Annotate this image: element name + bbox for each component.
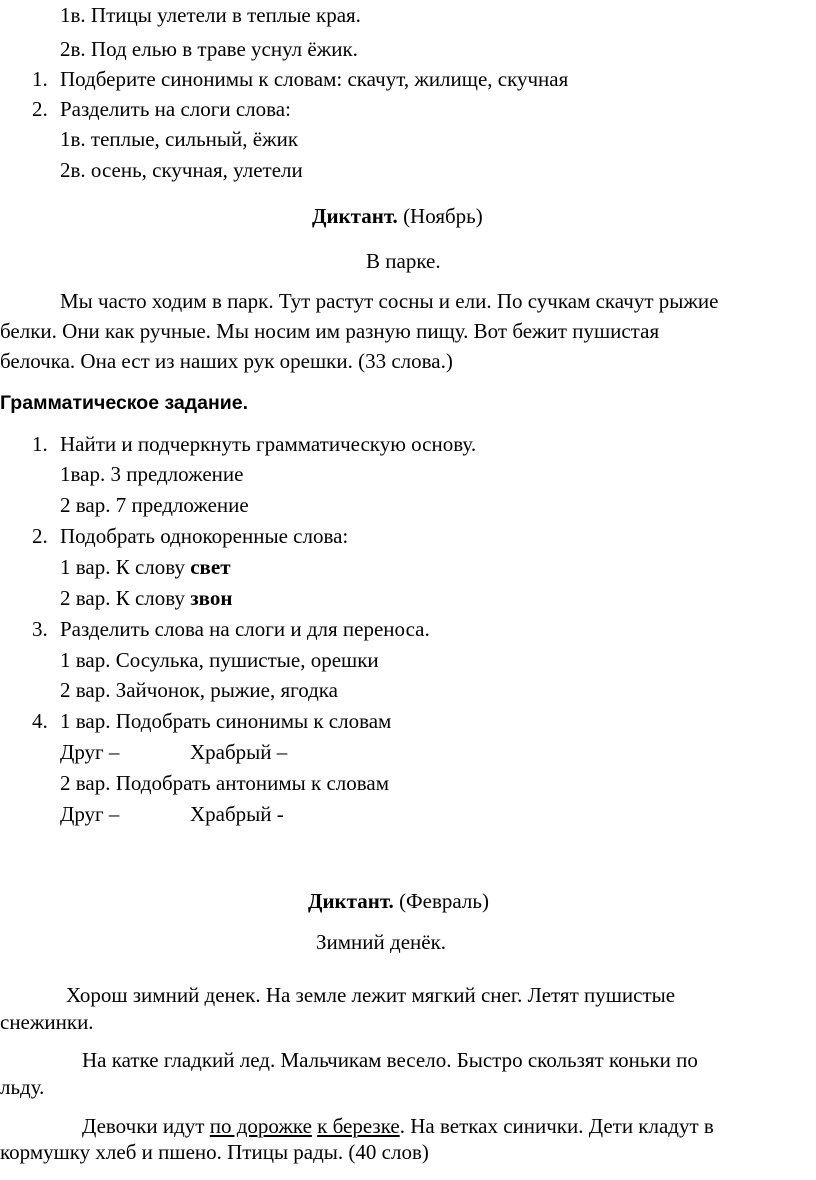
dictation-title-label: Диктант. — [308, 889, 394, 913]
dictation-month: (Февраль) — [399, 889, 489, 913]
item-number: 4. — [32, 709, 48, 733]
item-number: 2. — [32, 524, 48, 548]
root-word: свет — [190, 555, 231, 579]
item-variant: 2 вар. Зайчонок, рыжие, ягодка — [60, 678, 339, 702]
variant-1-sentence: 1в. Птицы улетели в теплые края. — [60, 3, 361, 27]
task-number: 1. — [32, 67, 48, 91]
dictation-subtitle: Зимний денёк. — [316, 930, 447, 954]
word-prompt: Храбрый - — [190, 802, 284, 826]
item-variant: 1вар. 3 предложение — [60, 462, 244, 486]
dictation-title — [312, 203, 483, 229]
item-text: Разделить слова на слоги и для переноса. — [60, 617, 430, 641]
underlined-phrase: к березке — [317, 1114, 400, 1138]
text-line: снежинки. — [0, 1010, 94, 1034]
item-variant: 2 вар. 7 предложение — [60, 493, 249, 517]
item-variant: 1 вар. Сосулька, пушистые, орешки — [60, 648, 379, 672]
item-number: 1. — [32, 432, 48, 456]
dictation-month: (Ноябрь) — [403, 204, 483, 228]
variant-2-sentence: 2в. Под елью в траве уснул ёжик. — [60, 37, 358, 61]
item-variant — [60, 585, 232, 611]
underlined-phrase: по дорожке — [209, 1114, 312, 1138]
text-line: Мы часто ходим в парк. Тут растут сосны и ели. По сучкам скачут рыжие — [60, 289, 719, 313]
item-number: 3. — [32, 617, 48, 641]
item-text: Найти и подчеркнуть грамматическую основу. — [60, 432, 477, 456]
variant-prefix: 1 вар. К слову — [60, 555, 191, 579]
root-word: звон — [190, 586, 233, 610]
text-line: льду. — [0, 1075, 45, 1099]
text-segment: Девочки идут — [82, 1114, 210, 1138]
word-prompt: Друг – — [60, 740, 120, 764]
word-prompt: Храбрый – — [190, 740, 288, 764]
dictation-subtitle: В парке. — [366, 249, 441, 273]
text-line: белочка. Она ест из наших рук орешки. (33 слова.) — [0, 349, 453, 373]
variant-2-words: 2в. осень, скучная, улетели — [60, 158, 303, 182]
grammar-heading: Грамматическое задание. — [0, 392, 249, 414]
item-variant — [60, 554, 231, 580]
item-text: 1 вар. Подобрать синонимы к словам — [60, 709, 392, 733]
dictation-title-label: Диктант. — [312, 204, 398, 228]
item-variant: 2 вар. Подобрать антонимы к словам — [60, 771, 390, 795]
text-line: кормушку хлеб и пшено. Птицы рады. (40 слов) — [0, 1140, 429, 1164]
task-text: Подберите синонимы к словам: скачут, жилище, скучная — [60, 67, 569, 91]
text-line: На катке гладкий лед. Мальчикам весело. Быстро скользят коньки по — [82, 1048, 698, 1072]
word-prompt: Друг – — [60, 802, 120, 826]
variant-prefix: 2 вар. К слову — [60, 586, 191, 610]
variant-1-words: 1в. теплые, сильный, ёжик — [60, 127, 299, 151]
text-line — [82, 1113, 714, 1139]
text-segment: . На ветках синички. Дети кладут в — [399, 1114, 714, 1138]
task-number: 2. — [32, 97, 48, 121]
text-line: Хорош зимний денек. На земле лежит мягкий снег. Летят пушистые — [66, 983, 676, 1007]
task-text: Разделить на слоги слова: — [60, 97, 291, 121]
text-line: белки. Они как ручные. Мы носим им разную пищу. Вот бежит пушистая — [0, 319, 660, 343]
item-text: Подобрать однокоренные слова: — [60, 524, 349, 548]
dictation-title — [308, 888, 489, 914]
